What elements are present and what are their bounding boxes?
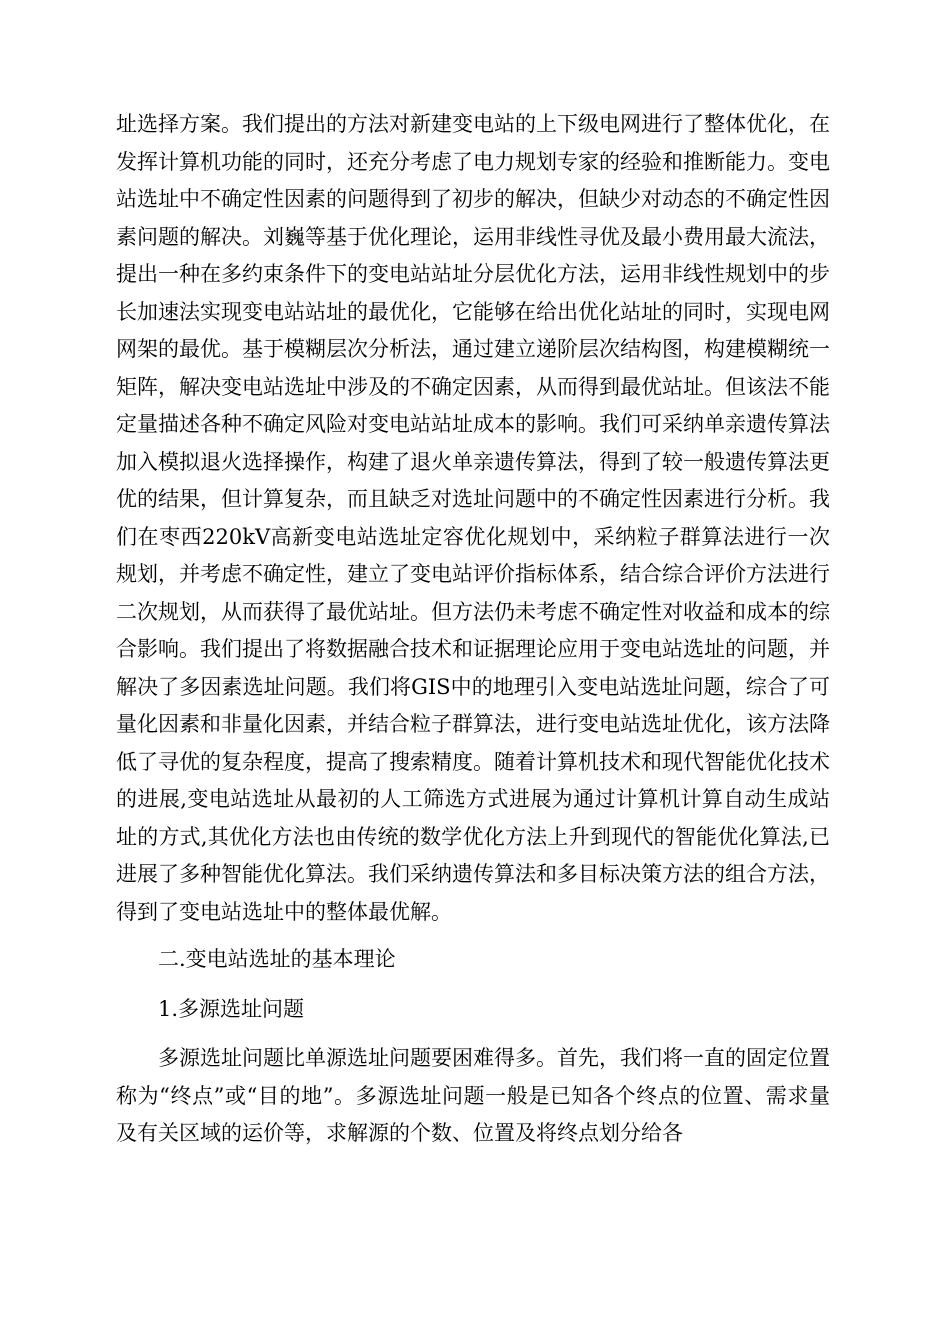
- section-heading: 二.变电站选址的基本理论: [158, 947, 396, 971]
- subsection-heading: 1.多源选址问题: [158, 996, 305, 1021]
- paragraph-literature-review: 址选择方案。我们提出的方法对新建变电站的上下级电网进行了整体优化，在发挥计算机功能的同时，还充分考虑了电力规划专家的经验和推断能力。变电站选址中不确定性因素的问题得到了初步的解决，但缺少对动态的不确定性因素问题的解决。刘巍等基于优化理论，运用非线性寻优及最小费用最大流法，提出一种在多约束条件下的变电站站址分层优化方法，运用非线性规划中的步长加速法实现变电站站址的最优化，它能够在给出优化站址的同时，实现电网网架的最优。基于模糊层次分析法，通过建立递阶层次结构图，构建模糊统一矩阵，解决变电站选址中涉及的不确定因素，从而得到最优站址。但该法不能定量描述各种不确定风险对变电站站址成本的影响。我们可采纳单亲遗传算法加入模拟退火选择操作，构建了退火单亲遗传算法，得到了较一般遗传算法更优的结果，但计算复杂，而且缺乏对选址问题中的不确定性因素进行分析。我们在枣西220kV高新变电站选址定容优化规划中，采纳粒子群算法进行一次规划，并考虑不确定性，建立了变电站评价指标体系，结合综合评价方法进行二次规划，从而获得了最优站址。但方法仍未考虑不确定性对收益和成本的综合影响。我们提出了将数据融合技术和证据理论应用于变电站选址的问题，并解决了多因素选址问题。我们将GIS中的地理引入变电站选址问题，综合了可量化因素和非量化因素，并结合粒子群算法，进行变电站选址优化，该方法降低了寻优的复杂程度，提高了搜索精度。随着计算机技术和现代智能优化技术的进展,变电站选址从最初的人工筛选方式进展为通过计算机计算自动生成站址的方式,其优化方法也由传统的数学优化方法上升到现代的智能优化算法,已进展了多种智能优化算法。我们采纳遗传算法和多目标决策方法的组合方法，得到了变电站选址中的整体最优解。: [116, 112, 830, 924]
- paragraph-multi-source: 多源选址问题比单源选址问题要困难得多。首先，我们将一直的固定位置称为“终点”或“目的地”。多源选址问题一般是已知各个终点的位置、需求量及有关区域的运价等，求解源的个数、位置及将终点划分给各: [116, 1046, 830, 1145]
- document-page: [116, 106, 830, 1153]
